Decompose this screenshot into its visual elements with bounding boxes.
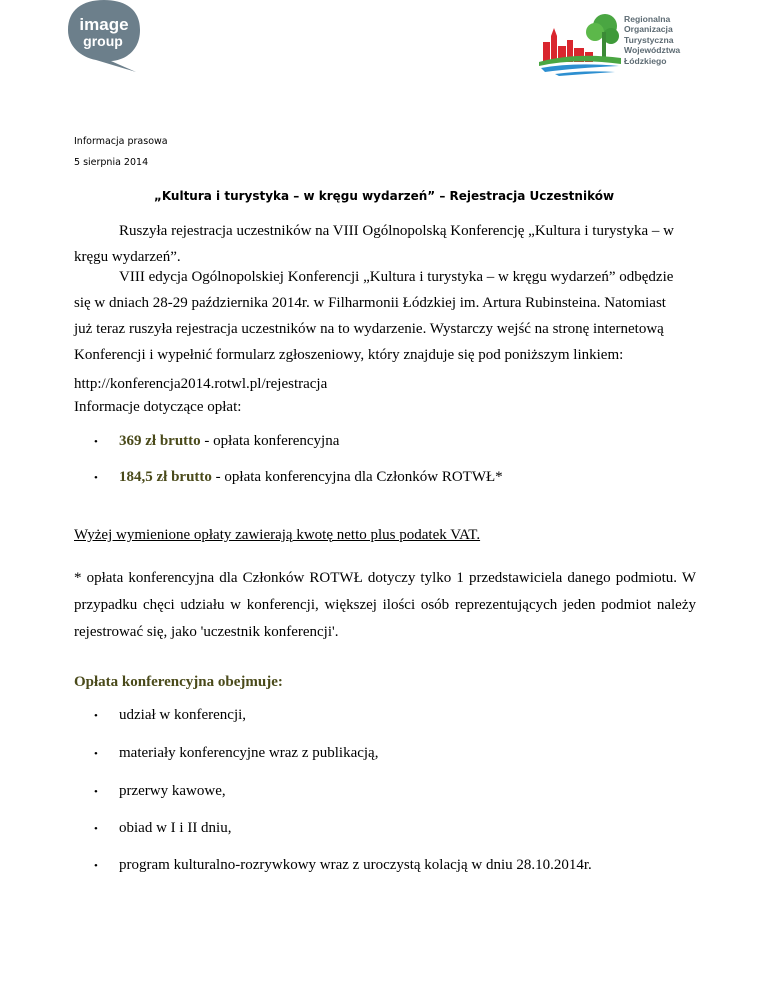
fee-description: - opłata konferencyjna xyxy=(200,433,340,449)
bullet-icon: • xyxy=(94,786,98,798)
fee-price: 184,5 zł brutto xyxy=(119,469,212,485)
fees-label: Informacje dotyczące opłat: xyxy=(74,399,242,415)
fee-item xyxy=(74,469,503,486)
logo-text-group: group xyxy=(83,33,123,49)
body-paragraph xyxy=(74,264,696,368)
includes-item xyxy=(74,783,226,800)
press-release-date: 5 sierpnia 2014 xyxy=(74,157,149,168)
rotwl-line: Województwa xyxy=(624,45,681,56)
fee-price: 369 zł brutto xyxy=(119,433,201,449)
includes-item xyxy=(74,745,378,762)
intro-line: kręgu wydarzeń”. xyxy=(74,249,181,265)
fee-item xyxy=(74,433,339,450)
bullet-icon: • xyxy=(94,823,98,835)
logo-text-image: image xyxy=(79,15,129,34)
bullet-icon: • xyxy=(94,748,98,760)
rotwl-line: Turystyczna xyxy=(624,34,674,45)
member-note: * opłata konferencyjna dla Członków ROTWŁ dotyczy tylko 1 przedstawiciela danego podmiotu. W przypadku chęci udziału w konferencji, większej ilości osób reprezentujących jeden podmiot należy rejestrować się, jako 'uczestnik konferencji'. xyxy=(74,570,696,640)
includes-text: materiały konferencyjne wraz z publikacją, xyxy=(119,745,379,761)
bullet-icon: • xyxy=(94,472,98,484)
press-release-label: Informacja prasowa xyxy=(74,136,168,147)
bullet-icon: • xyxy=(94,436,98,448)
rotwl-line: Organizacja xyxy=(624,24,673,35)
fee-description: - opłata konferencyjna dla Członków ROTWŁ* xyxy=(211,469,503,485)
includes-item xyxy=(74,707,246,724)
rotwl-line: Łódzkiego xyxy=(624,55,667,66)
bullet-icon: • xyxy=(94,860,98,872)
body-line: VIII edycja Ogólnopolskiej Konferencji „Kultura i turystyka – w kręgu wydarzeń” odbędzie xyxy=(119,269,674,285)
includes-text: program kulturalno-rozrywkowy wraz z uroczystą kolacją w dniu 28.10.2014r. xyxy=(119,857,592,873)
intro-paragraph xyxy=(74,218,696,270)
includes-item xyxy=(74,857,592,874)
rotwl-emblem xyxy=(535,12,625,78)
rotwl-logo xyxy=(535,12,705,78)
body-line: się w dniach 28-29 października 2014r. w Filharmonii Łódzkiej im. Artura Rubinsteina. Natomiast xyxy=(74,295,666,311)
includes-text: przerwy kawowe, xyxy=(119,783,226,799)
includes-item xyxy=(74,820,231,837)
includes-text: obiad w I i II dniu, xyxy=(119,820,232,836)
rotwl-line: Regionalna xyxy=(624,14,671,24)
registration-link[interactable]: http://konferencja2014.rotwl.pl/rejestracja xyxy=(74,376,328,392)
body-line: Konferencji i wypełnić formularz zgłoszeniowy, który znajduje się pod poniższym linkiem: xyxy=(74,347,624,363)
includes-heading: Opłata konferencyjna obejmuje: xyxy=(74,674,283,690)
rotwl-logo-text xyxy=(624,14,680,66)
includes-text: udział w konferencji, xyxy=(119,707,247,723)
body-line: już teraz ruszyła rejestracja uczestników na to wydarzenie. Wystarczy wejść na stronę internetową xyxy=(74,321,664,337)
bullet-icon: • xyxy=(94,710,98,722)
intro-line: Ruszyła rejestracja uczestników na VIII Ogólnopolską Konferencję „Kultura i turystyka – w xyxy=(119,223,674,239)
document-title: „Kultura i turystyka – w kręgu wydarzeń” – Rejestracja Uczestników xyxy=(153,189,615,203)
image-group-logo xyxy=(66,0,142,72)
vat-note: Wyżej wymienione opłaty zawierają kwotę netto plus podatek VAT. xyxy=(74,527,481,543)
